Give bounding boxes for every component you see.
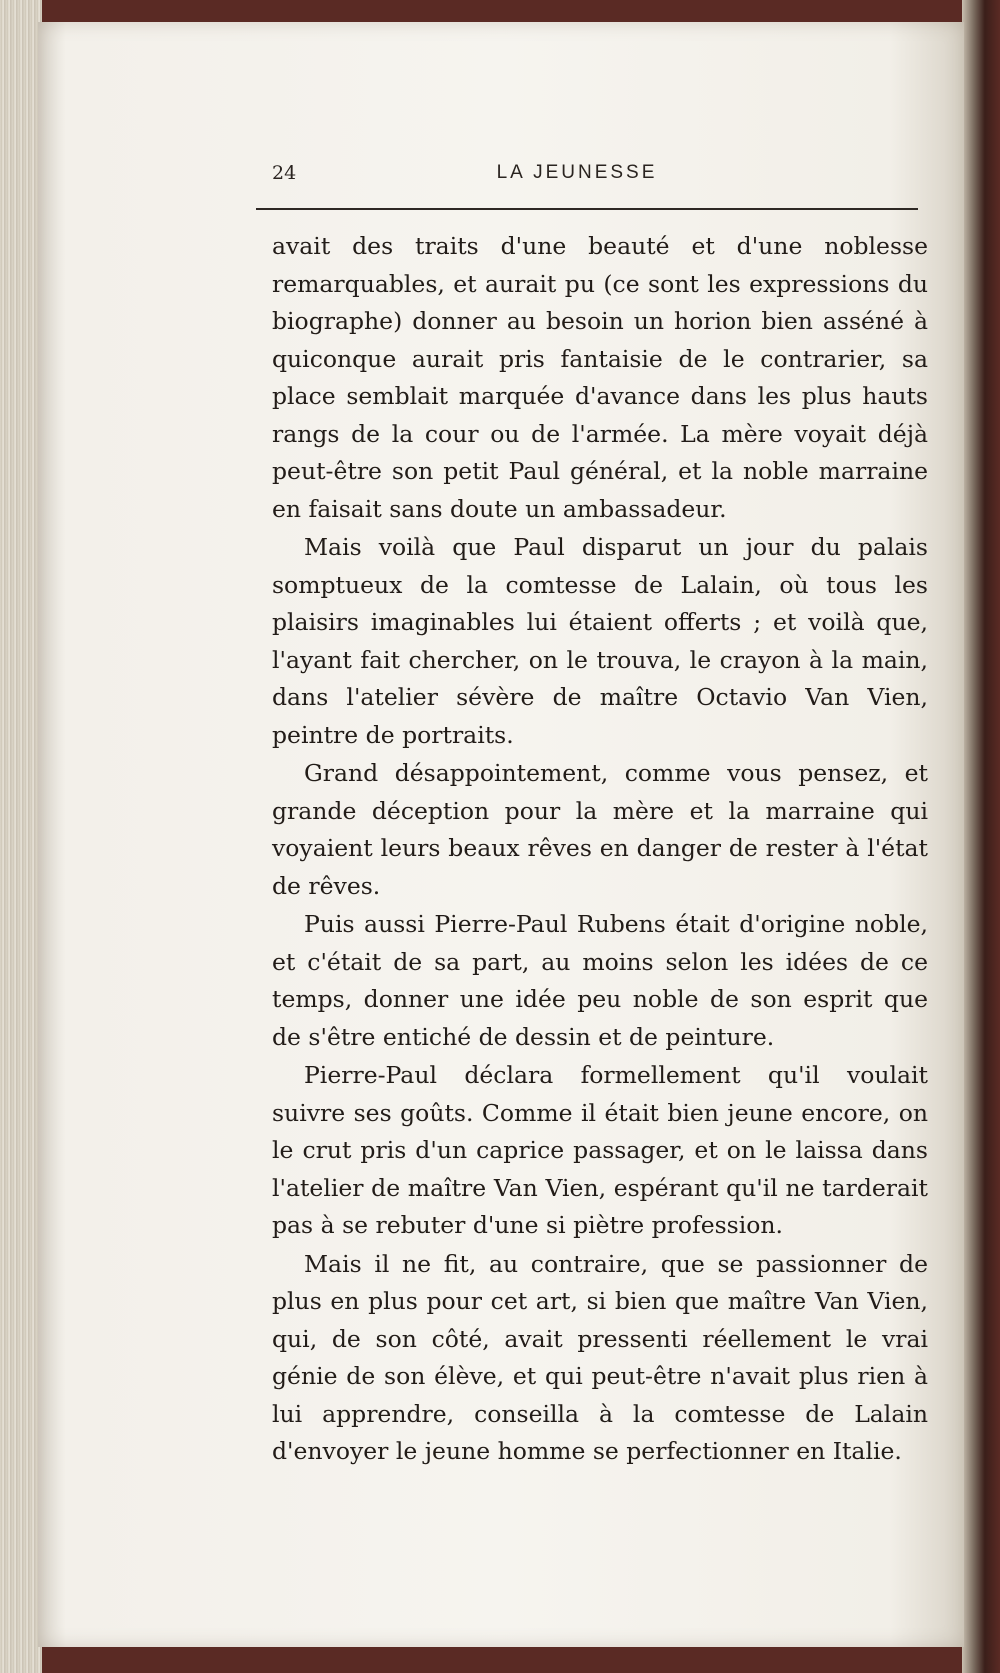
book-binding-left	[0, 0, 42, 1673]
body-text	[272, 228, 928, 1472]
paragraph: Mais il ne fit, au contraire, que se passionner de plus en plus pour cet art, si bien que maître Van Vien, qui, de son côté, avait pressenti réellement le vrai génie de son élève, et qui peut-être n'avait plus rien à lui apprendre, conseilla à la comtesse de Lalain d'envoyer le jeune homme se perfectionner en Italie.	[272, 1249, 928, 1465]
paragraph: Grand désappointement, comme vous pensez, et grande déception pour la mère et la marraine qui voyaient leurs beaux rêves en danger de rester à l'état de rêves.	[272, 759, 928, 900]
running-title: LA JEUNESSE	[496, 162, 658, 183]
page-edge-right	[962, 0, 1000, 1673]
header-rule	[256, 208, 918, 210]
paragraph: Puis aussi Pierre-Paul Rubens était d'origine noble, et c'était de sa part, au moins selon les idées de ce temps, donner une idée peu noble de son esprit que de s'être entiché de dessin et de peinture.	[272, 910, 928, 1051]
paragraph: Mais voilà que Paul disparut un jour du palais somptueux de la comtesse de Lalain, où tous les plaisirs imaginables lui étaient offerts ; et voilà que, l'ayant fait chercher, on le trouva, le crayon à la main, dans l'atelier sévère de maître Octavio Van Vien, peintre de portraits.	[272, 533, 928, 749]
page-number: 24	[272, 162, 297, 184]
paragraph: avait des traits d'une beauté et d'une noblesse remarquables, et aurait pu (ce sont les expressions du biographe) donner au besoin un horion bien asséné à quiconque aurait pris fantaisie de le contrarier, sa place semblait marquée d'avance dans les plus hauts rangs de la cour ou de l'armée. La mère voyait déjà peut-être son petit Paul général, et la noble marraine en faisait sans doute un ambassadeur.	[272, 232, 928, 523]
page-header	[234, 138, 920, 184]
paragraph: Pierre-Paul déclara formellement qu'il voulait suivre ses goûts. Comme il était bien jeune encore, on le crut pris d'un caprice passager, et on le laissa dans l'atelier de maître Van Vien, espérant qu'il ne tarderait pas à se rebuter d'une si piètre profession.	[272, 1061, 928, 1239]
